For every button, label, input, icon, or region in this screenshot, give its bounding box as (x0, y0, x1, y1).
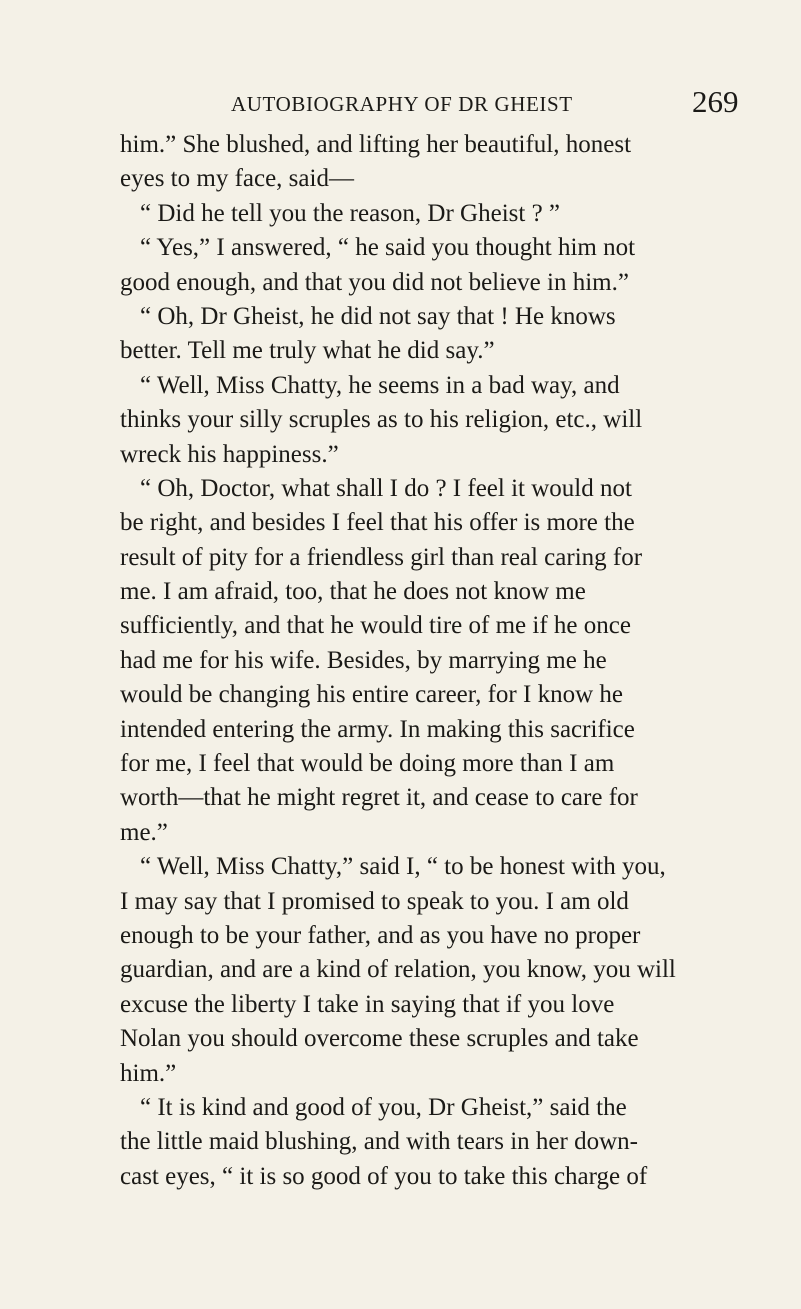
text-line: worth—that he might regret it, and cease to care for (120, 784, 638, 812)
text-line: be right, and besides I feel that his offer is more the (120, 509, 635, 537)
text-line: guardian, and are a kind of relation, you know, you will (120, 956, 676, 984)
text-line: “ Did he tell you the reason, Dr Gheist ? ” (140, 199, 561, 227)
text-line: “ Oh, Dr Gheist, he did not say that ! He knows (140, 302, 616, 330)
running-head (120, 84, 801, 124)
text-line: I may say that I promised to speak to you. I am old (120, 887, 629, 915)
text-line: better. Tell me truly what he did say.” (120, 337, 495, 365)
text-line: “ Well, Miss Chatty,” said I, “ to be honest with you, (140, 853, 666, 881)
text-line: “ Yes,” I answered, “ he said you thought him not (140, 234, 636, 262)
text-line: “ It is kind and good of you, Dr Gheist,” said the (140, 1093, 627, 1121)
text-line: eyes to my face, said— (120, 165, 354, 193)
text-line: the little maid blushing, and with tears in her down- (120, 1128, 638, 1156)
text-line: him.” She blushed, and lifting her beautiful, honest (120, 131, 632, 158)
text-line: excuse the liberty I take in saying that if you love (120, 990, 615, 1018)
text-line: Nolan you should overcome these scruples and take (120, 1025, 639, 1053)
text-line: me.” (120, 818, 168, 846)
text-line: for me, I feel that would be doing more than I am (120, 750, 615, 778)
text-line: would be changing his entire career, for I know he (120, 681, 623, 709)
text-line: me. I am afraid, too, that he does not know me (120, 578, 586, 606)
text-line: had me for his wife. Besides, by marrying me he (120, 646, 607, 674)
text-line: intended entering the army. In making this sacrifice (120, 715, 635, 743)
text-line: him.” (120, 1059, 177, 1087)
text-line: good enough, and that you did not believe in him.” (120, 268, 629, 296)
text-line: result of pity for a friendless girl than real caring for (120, 543, 643, 571)
text-line: “ Oh, Doctor, what shall I do ? I feel it would not (140, 474, 632, 502)
body-text (120, 128, 705, 1194)
text-line: enough to be your father, and as you have no proper (120, 921, 641, 949)
text-line: thinks your silly scruples as to his religion, etc., will (120, 406, 643, 434)
page-number: 269 (692, 84, 739, 119)
text-line: sufficiently, and that he would tire of me if he once (120, 612, 631, 640)
text-line: “ Well, Miss Chatty, he seems in a bad way, and (140, 371, 620, 399)
text-line: wreck his happiness.” (120, 440, 339, 468)
text-line: cast eyes, “ it is so good of you to take this charge of (120, 1162, 648, 1190)
running-title: AUTOBIOGRAPHY OF DR GHEIST (231, 92, 573, 116)
